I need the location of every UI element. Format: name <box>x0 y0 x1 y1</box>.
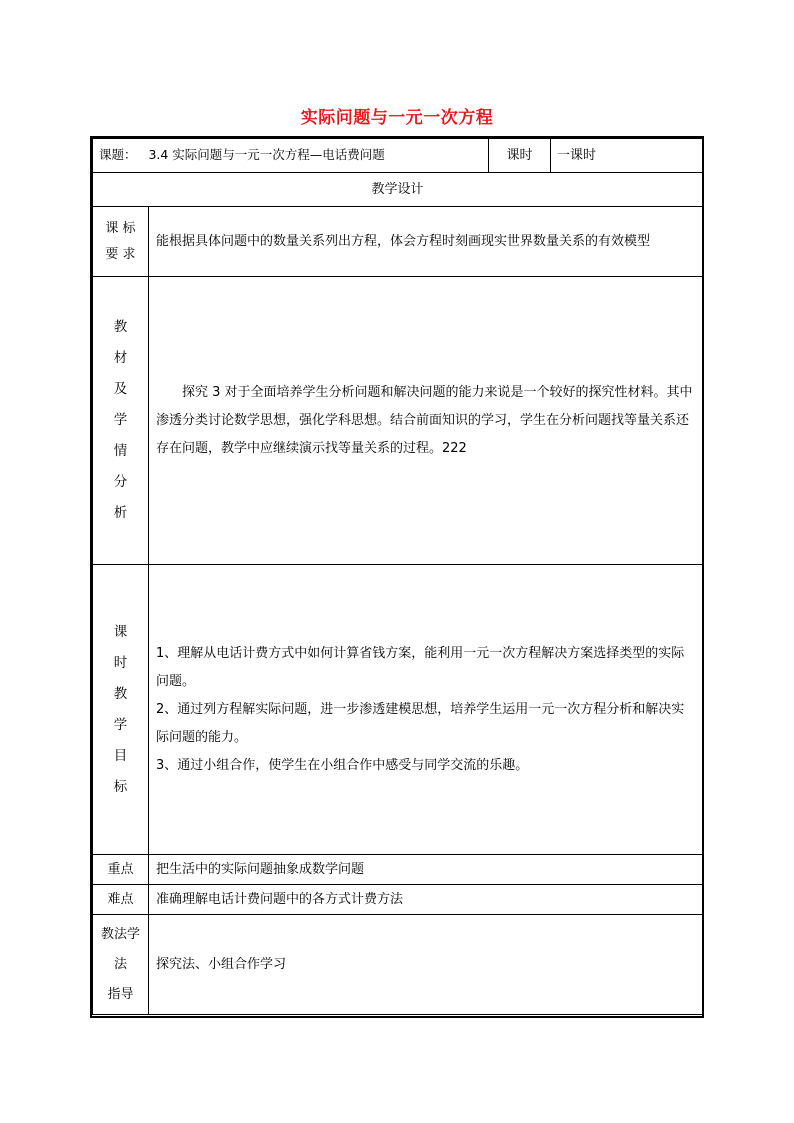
analysis-label-char: 分 <box>113 474 128 490</box>
lesson-value: 3.4 实际问题与一元一次方程—电话费问题 <box>148 147 385 163</box>
standards-label-line1: 课 标 <box>105 220 136 236</box>
period-label: 课时 <box>506 148 533 163</box>
period-value: 一课时 <box>557 148 597 163</box>
goals-label-char: 课 <box>113 623 128 640</box>
analysis-label-char: 学 <box>113 412 128 428</box>
standards-label-line2: 要 求 <box>105 246 136 262</box>
goals-label-char: 标 <box>113 778 128 795</box>
difficulty-label: 难点 <box>93 885 149 915</box>
method-label-line: 指导 <box>107 986 134 1002</box>
goals-label-char: 教 <box>113 685 128 702</box>
goals-label-char: 学 <box>113 716 128 733</box>
analysis-label-char: 教 <box>113 319 128 335</box>
goals-label-char: 时 <box>113 654 128 671</box>
method-label-line: 法 <box>113 956 127 972</box>
key-point-content: 把生活中的实际问题抽象成数学问题 <box>149 855 703 885</box>
method-content: 探究法、小组合作学习 <box>149 915 703 1015</box>
standards-content: 能根据具体问题中的数量关系列出方程，体会方程时刻画现实世界数量关系的有效模型 <box>149 207 703 277</box>
analysis-label-char: 析 <box>113 505 128 521</box>
analysis-label-char: 材 <box>113 350 128 366</box>
goal-item: 1、理解从电话计费方式中如何计算省钱方案，能利用一元一次方程解决方案选择类型的实际问题。 <box>156 645 685 689</box>
goal-item: 3、通过小组合作，使学生在小组合作中感受与同学交流的乐趣。 <box>156 757 529 773</box>
goal-item: 2、通过列方程解实际问题，进一步渗透建模思想，培养学生运用一元一次方程分析和解决实际问题的能力。 <box>156 701 685 745</box>
document-title: 实际问题与一元一次方程 <box>300 108 494 128</box>
analysis-label-char: 及 <box>113 381 128 397</box>
key-point-label: 重点 <box>93 855 149 885</box>
section-title: 教学设计 <box>93 173 703 207</box>
lesson-label: 课题： <box>99 147 137 163</box>
analysis-label-char: 情 <box>113 443 128 459</box>
analysis-content: 探究 3 对于全面培养学生分析问题和解决问题的能力来说是一个较好的探究性材料。其中渗透分类讨论数学思想，强化学科思想。结合前面知识的学习，学生在分析问题找等量关系还存在问题，教学中应继续演示找等量关系的过程。222 <box>156 384 693 456</box>
table-outer-border <box>90 136 704 1018</box>
method-label-line: 教法学 <box>100 926 140 942</box>
difficulty-content: 准确理解电话计费问题中的各方式计费方法 <box>149 885 703 915</box>
goals-label-char: 目 <box>113 747 128 764</box>
